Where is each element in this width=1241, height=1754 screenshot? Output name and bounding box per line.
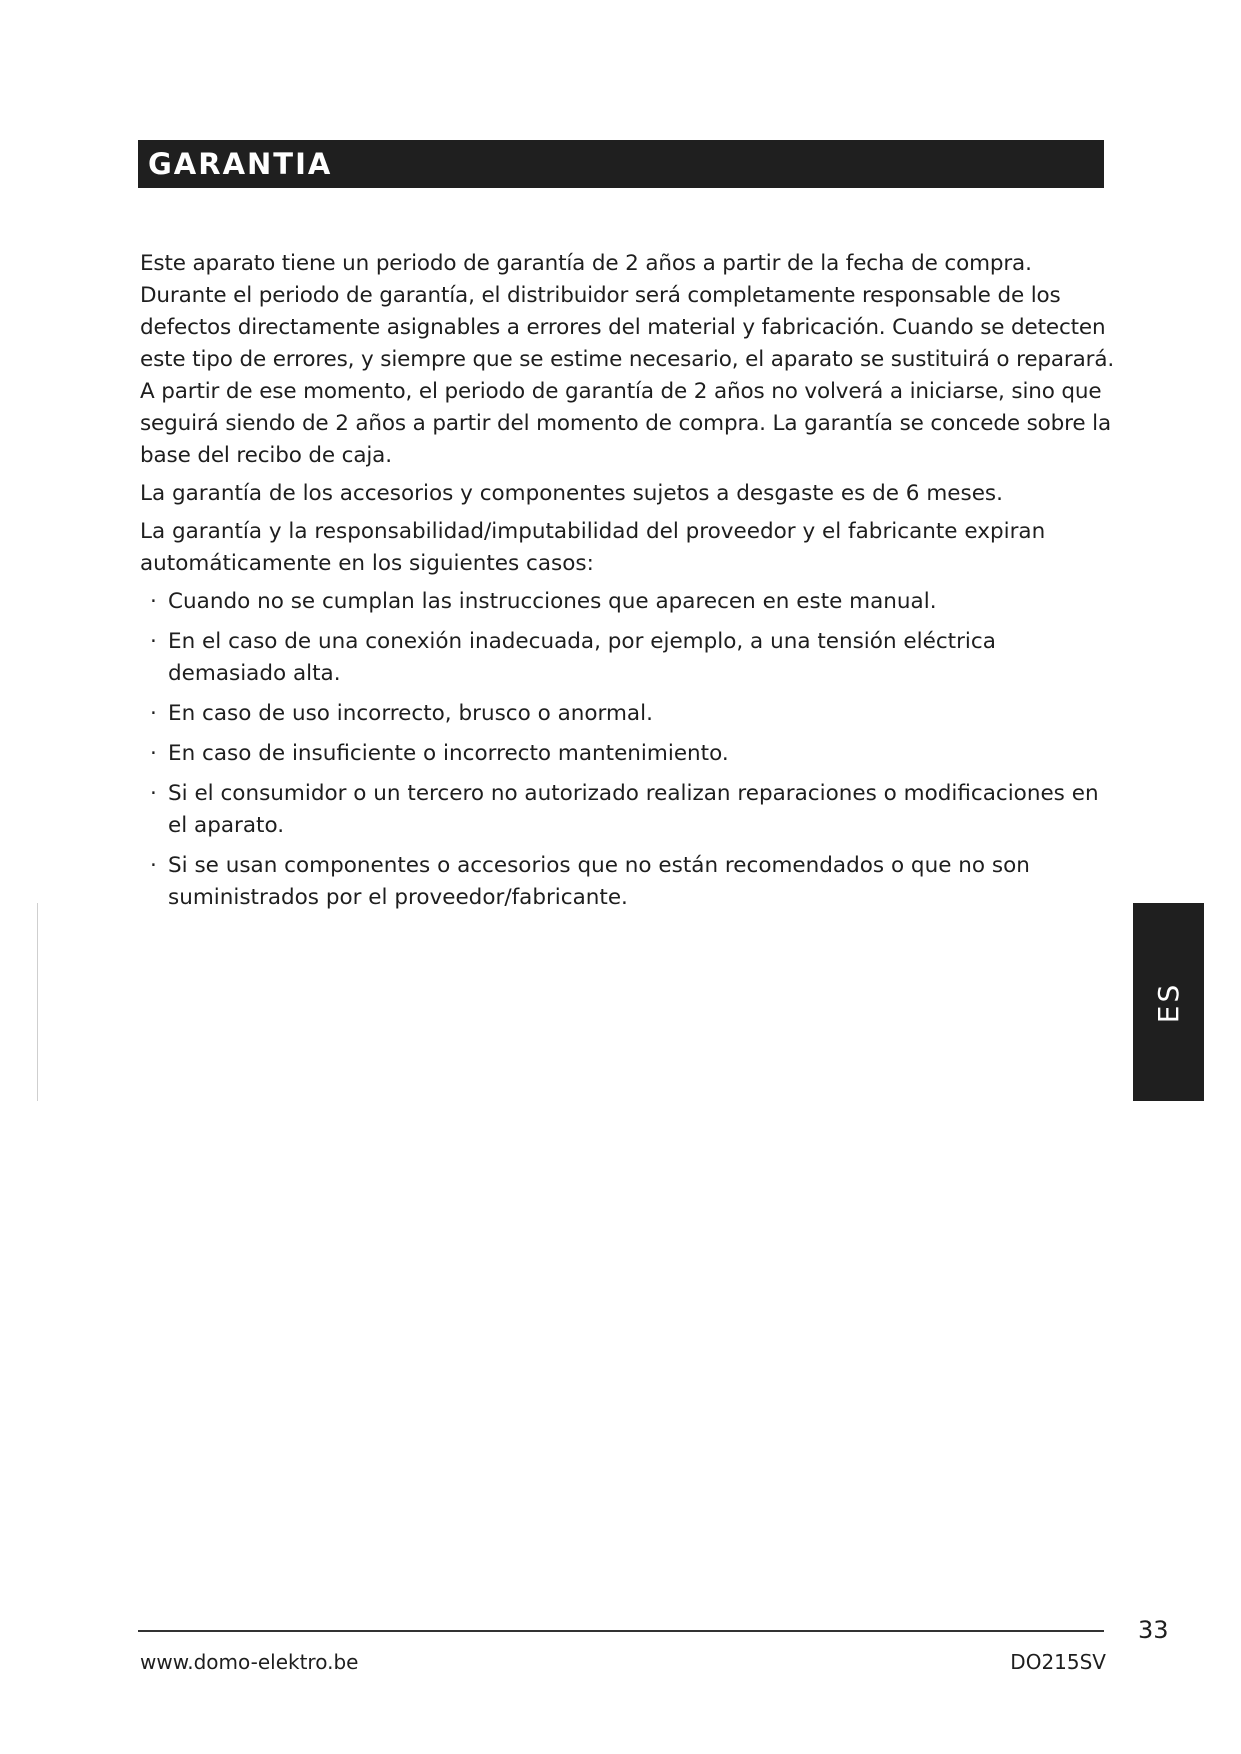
list-item: · En caso de insuficiente o incorrecto mantenimiento.: [140, 738, 1108, 770]
list-item: · Si se usan componentes o accesorios que no están recomendados o que no son suministrados por el proveedor/fabricante.: [140, 850, 1108, 914]
left-margin-mark: [37, 903, 38, 1101]
page-number: 33: [1138, 1616, 1169, 1644]
footer-model: DO215SV: [1010, 1650, 1106, 1674]
expiry-conditions-list: [140, 586, 1115, 914]
language-tab-label: ES: [1152, 981, 1185, 1023]
warranty-intro-paragraph: Este aparato tiene un periodo de garantía de 2 años a partir de la fecha de compra. Durante el periodo de garantía, el distribuidor será completamente responsable de los defectos directamente asignables a errores del material y fabricación. Cuando se detecten este tipo de errores, y siempre que se estime necesario, el aparato se sustituirá o reparará. A partir de ese momento, el periodo de garantía de 2 años no volverá a iniciarse, sino que seguirá siendo de 2 años a partir del momento de compra. La garantía se concede sobre la base del recibo de caja.: [140, 251, 1115, 468]
list-item: · En el caso de una conexión inadecuada, por ejemplo, a una tensión eléctrica demasiado alta.: [140, 626, 1108, 690]
section-title-bar: [138, 140, 1104, 188]
footer-website: www.domo-elektro.be: [140, 1650, 359, 1674]
expiry-intro-paragraph: La garantía y la responsabilidad/imputabilidad del proveedor y el fabricante expiran automáticamente en los siguientes casos:: [140, 519, 1046, 576]
warranty-content: [140, 248, 1115, 922]
accessories-warranty-paragraph: La garantía de los accesorios y componentes sujetos a desgaste es de 6 meses.: [140, 481, 1003, 506]
list-item: · Si el consumidor o un tercero no autorizado realizan reparaciones o modificaciones en el aparato.: [140, 778, 1108, 842]
section-title: GARANTIA: [148, 146, 333, 181]
language-tab: [1133, 903, 1204, 1101]
list-item: · Cuando no se cumplan las instrucciones que aparecen en este manual.: [140, 586, 1108, 618]
list-item: · En caso de uso incorrecto, brusco o anormal.: [140, 698, 1108, 730]
footer-divider: [138, 1630, 1104, 1632]
